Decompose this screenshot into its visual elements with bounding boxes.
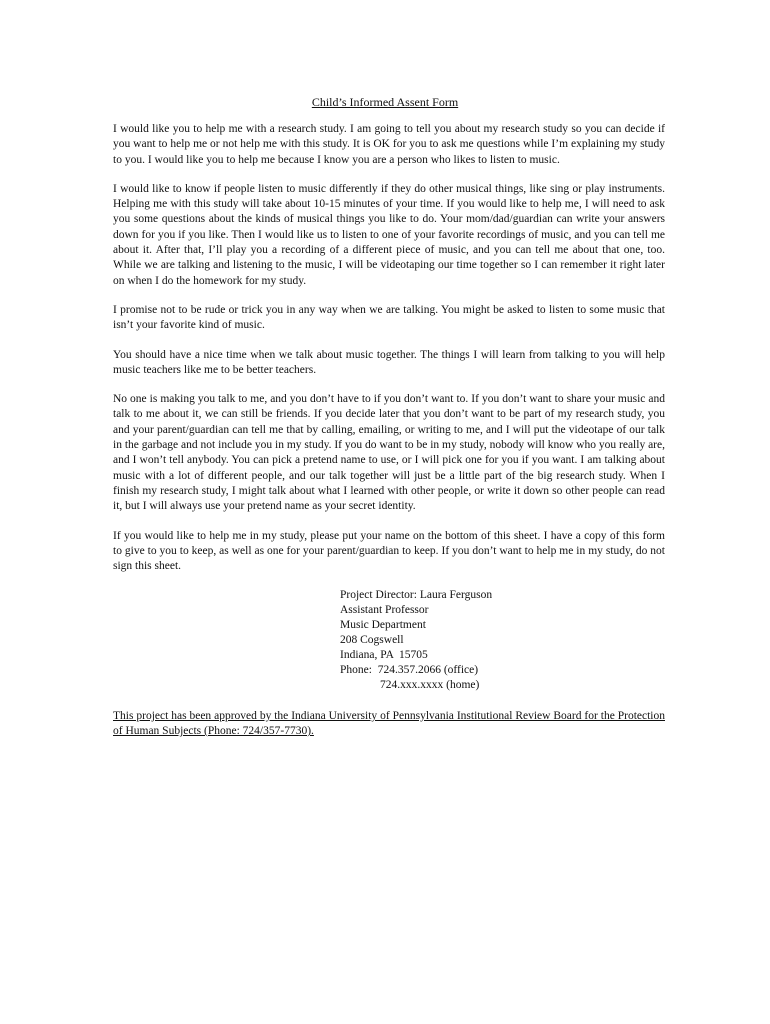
contact-office: 208 Cogswell — [340, 634, 404, 647]
paragraph-study-description: I would like to know if people listen to music differently if they do other musical things, like sing or play instruments. Helping me with this study will take about 10-15 minutes of your time. If you would like to help me, I will need to ask you some questions about the kinds of musical things you like to do. Your mom/dad/guardian can write your answers down for you if you like. Then I would like us to listen to one of your favorite recordings of music, and you can tell me about it. After that, I’ll play you a recording of a different piece of music, and you can tell me about that one, too. While we are talking and listening to the music, I will be videotaping our time together so I can remember it right later on when I do the homework for my study. — [113, 182, 665, 287]
contact-director: Project Director: Laura Ferguson — [340, 589, 493, 602]
title-text: Child’s Informed Assent Form — [311, 95, 459, 109]
contact-block — [340, 588, 665, 692]
irb-approval-notice: This project has been approved by the Indiana University of Pennsylvania Institutional Review Board for the Protection of Human Subjects (Phone: 724/357-7730). — [113, 709, 665, 738]
contact-phone-home: 724.xxx.xxxx (home) — [380, 678, 480, 691]
paragraph-intro: I would like you to help me with a research study. I am going to tell you about my research study so you can decide if you want to help me or not help me with this study. It is OK for you to ask me questions while I’m explaining my study to you. I would like you to help me because I know you are a person who likes to listen to music. — [113, 123, 665, 166]
paragraph-voluntary: No one is making you talk to me, and you don’t have to if you don’t want to. If you don’t want to share your music and talk to me about it, we can still be friends. If you decide later that you don’t want to be part of my research study, you and your parent/guardian can tell me that by calling, emailing, or writing to me, and I will put the videotape of our talk in the garbage and not include you in my study. If you do want to be in my study, nobody will know who you really are, and I won’t tell anybody. You can pick a pretend name to use, or I will pick one for you if you want. I am talking about music with a lot of different people, and our talk together will just be a little part of the big research study. When I finish my research study, I might talk about what I learned with other people, or write it down so other people can read it, but I will always use your pretend name as your secret identity. — [113, 393, 665, 513]
paragraph-signing: If you would like to help me in my study, please put your name on the bottom of this sheet. I have a copy of this form to give to you to keep, as well as one for your parent/guardian to keep. If you don’t want to help me in my study, do not sign this sheet. — [113, 529, 665, 573]
contact-city: Indiana, PA 15705 — [340, 649, 428, 662]
document-body — [113, 122, 665, 753]
paragraph-benefits: You should have a nice time when we talk about music together. The things I will learn from talking to you will help music teachers like me to be better teachers. — [113, 348, 665, 376]
contact-department: Music Department — [340, 619, 426, 632]
paragraph-promise: I promise not to be rude or trick you in any way when we are talking. You might be asked to listen to some music that isn’t your favorite kind of music. — [113, 303, 665, 332]
contact-phone-office: Phone: 724.357.2066 (office) — [340, 663, 479, 676]
contact-position: Assistant Professor — [340, 604, 429, 617]
page-title — [0, 94, 770, 110]
